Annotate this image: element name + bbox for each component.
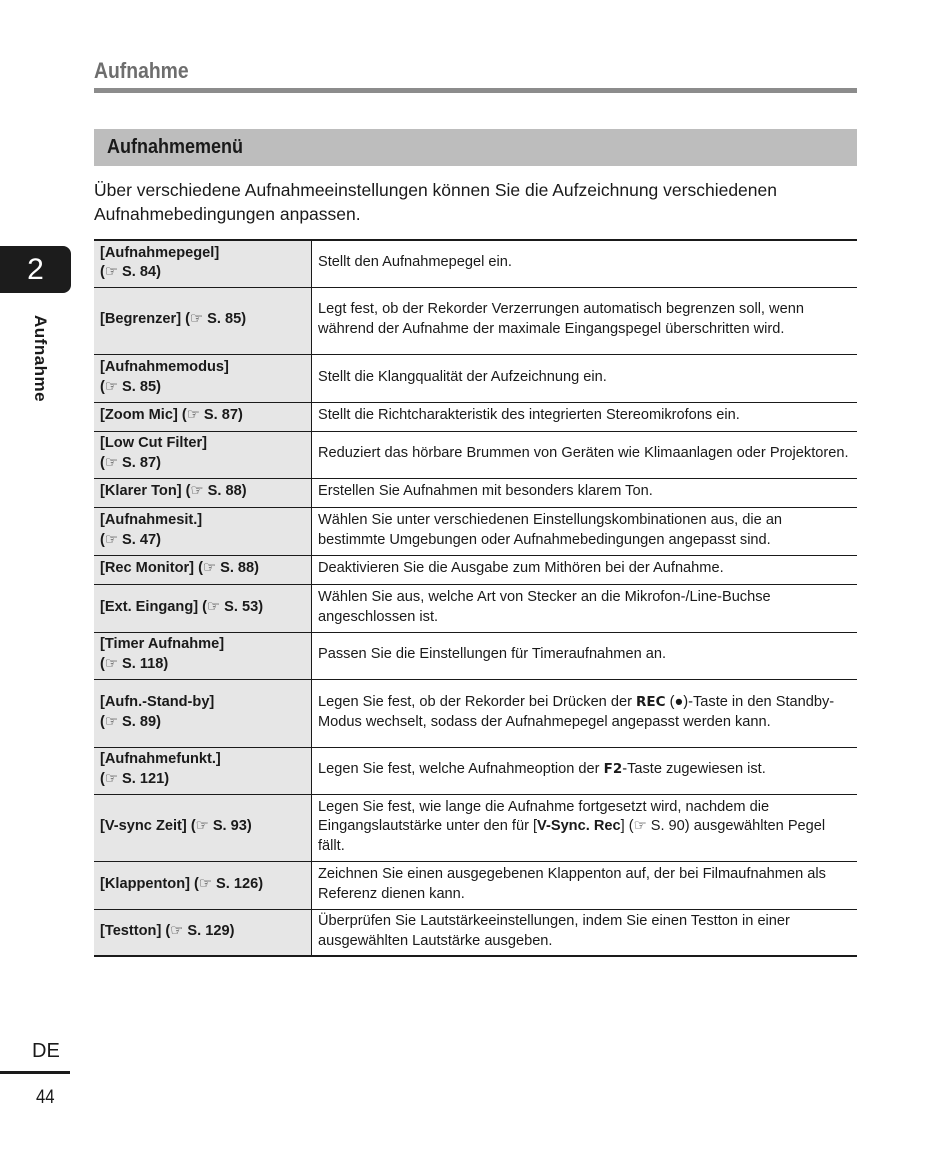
- menu-item-name: [Aufn.-Stand-by]: [100, 693, 215, 710]
- page-reference: (☞ S. 121): [100, 771, 170, 787]
- description-text: ] (☞ S. 90) ausgewählten Pegel fällt.: [318, 818, 826, 854]
- menu-item-name: [Aufnahmefunkt.]: [100, 751, 221, 768]
- page-number: 44: [36, 1087, 55, 1108]
- menu-item-key: [94, 431, 312, 478]
- menu-item-key: [94, 632, 312, 679]
- description-text: Legen Sie fest, wie lange die Aufnahme fortgesetzt wird, nachdem die Eingangslautstärke unter den für [: [318, 798, 770, 835]
- table-row: [94, 747, 857, 794]
- menu-item-key: [Klappenton] (☞ S. 126): [94, 861, 312, 909]
- page-reference: (☞ S. 84): [100, 264, 161, 281]
- menu-item-name: [Aufnahmepegel]: [100, 244, 220, 261]
- menu-item-key: [94, 679, 312, 747]
- menu-item-key: [Rec Monitor] (☞ S. 88): [94, 555, 312, 584]
- description-text: -Taste zugewiesen ist.: [622, 761, 766, 778]
- menu-item-key: [Ext. Eingang] (☞ S. 53): [94, 584, 312, 632]
- menu-item-key: [94, 354, 312, 402]
- menu-item-key: [V-sync Zeit] (☞ S. 93): [94, 794, 312, 861]
- menu-item-key: [Testton] (☞ S. 129): [94, 909, 312, 956]
- description-text: Legen Sie fest, welche Aufnahmeoption der: [318, 761, 604, 778]
- description-text: Legen Sie fest, ob der Rekorder bei Drücken der: [318, 693, 636, 710]
- table-row: [94, 431, 857, 478]
- table-row: [94, 507, 857, 555]
- menu-item-description: Stellt den Aufnahmepegel ein.: [312, 240, 858, 287]
- header-rule: [94, 88, 857, 93]
- chapter-side-label: Aufnahme: [31, 315, 50, 403]
- menu-item-description: Zeichnen Sie einen ausgegebenen Klappenton auf, der bei Filmaufnahmen als Referenz dienen kann.: [312, 861, 858, 909]
- section-title: Aufnahmemenü: [107, 136, 244, 158]
- menu-item-name: [Aufnahmesit.]: [100, 511, 203, 528]
- menu-item-description: Passen Sie die Einstellungen für Timeraufnahmen an.: [312, 632, 858, 679]
- menu-item-key: [Begrenzer] (☞ S. 85): [94, 287, 312, 354]
- menu-item-description: [312, 679, 858, 747]
- menu-item-key: [94, 747, 312, 794]
- table-row: [94, 794, 857, 861]
- menu-item-key: [94, 507, 312, 555]
- table-row: [94, 402, 857, 431]
- menu-item-description: Deaktivieren Sie die Ausgabe zum Mithören bei der Aufnahme.: [312, 555, 858, 584]
- language-rule: [0, 1071, 70, 1074]
- menu-item-name: [Aufnahmemodus]: [100, 358, 229, 375]
- recording-menu-table: [94, 239, 857, 957]
- menu-item-key: [Zoom Mic] (☞ S. 87): [94, 402, 312, 431]
- menu-item-description: Stellt die Richtcharakteristik des integrierten Stereomikrofons ein.: [312, 402, 858, 431]
- menu-item-description: [312, 747, 858, 794]
- menu-item-name: [Timer Aufnahme]: [100, 636, 225, 653]
- description-text: (●)-Taste in den Standby-Modus wechselt, sodass der Aufnahmepegel angepasst werden kann.: [318, 693, 835, 730]
- table-row: [94, 555, 857, 584]
- rec-button-label: REC: [636, 693, 666, 710]
- table-row: [94, 478, 857, 507]
- page-reference: (☞ S. 85): [100, 378, 161, 395]
- menu-item-description: Stellt die Klangqualität der Aufzeichnung ein.: [312, 354, 858, 402]
- menu-item-description: [312, 794, 858, 861]
- menu-item-description: Überprüfen Sie Lautstärkeeinstellungen, indem Sie einen Testton in einer ausgewählten Lautstärke ausgeben.: [312, 909, 858, 956]
- menu-item-key: [Klarer Ton] (☞ S. 88): [94, 478, 312, 507]
- chapter-number-tab: 2: [0, 246, 71, 293]
- table-row: [94, 632, 857, 679]
- section-bar: [94, 129, 857, 166]
- table-row: [94, 584, 857, 632]
- table-row: [94, 861, 857, 909]
- page-reference: (☞ S. 47): [100, 531, 161, 548]
- table-row: [94, 679, 857, 747]
- menu-item-description: Wählen Sie unter verschiedenen Einstellungskombinationen aus, die an bestimmte Umgebungen oder Aufnahmebedingungen angepasst sind.: [312, 507, 858, 555]
- menu-item-description: Wählen Sie aus, welche Art von Stecker an die Mikrofon-/Line-Buchse angeschlossen ist.: [312, 584, 858, 632]
- table-row: [94, 287, 857, 354]
- page-header-title: Aufnahme: [94, 58, 189, 83]
- menu-item-key: [94, 240, 312, 287]
- page-reference: (☞ S. 118): [100, 656, 169, 672]
- table-row: [94, 909, 857, 956]
- table-row: [94, 354, 857, 402]
- table-row: [94, 240, 857, 287]
- page-reference: (☞ S. 87): [100, 455, 161, 471]
- menu-item-description: Legt fest, ob der Rekorder Verzerrungen automatisch begrenzen soll, wenn während der Aufnahme der maximale Eingangspegel überschritten wird.: [312, 287, 858, 354]
- menu-item-name: [Low Cut Filter]: [100, 435, 208, 452]
- intro-paragraph: Über verschiedene Aufnahmeeinstellungen können Sie die Aufzeichnung verschiedenen Aufnahmebedingungen anpassen.: [94, 180, 777, 224]
- f2-button-label: F2: [603, 761, 623, 778]
- page-reference: (☞ S. 89): [100, 713, 161, 730]
- vsync-rec-label: V-Sync. Rec: [537, 818, 621, 835]
- language-label: DE: [32, 1040, 60, 1062]
- menu-item-description: Reduziert das hörbare Brummen von Geräten wie Klimaanlagen oder Projektoren.: [312, 431, 858, 478]
- menu-item-description: Erstellen Sie Aufnahmen mit besonders klarem Ton.: [312, 478, 858, 507]
